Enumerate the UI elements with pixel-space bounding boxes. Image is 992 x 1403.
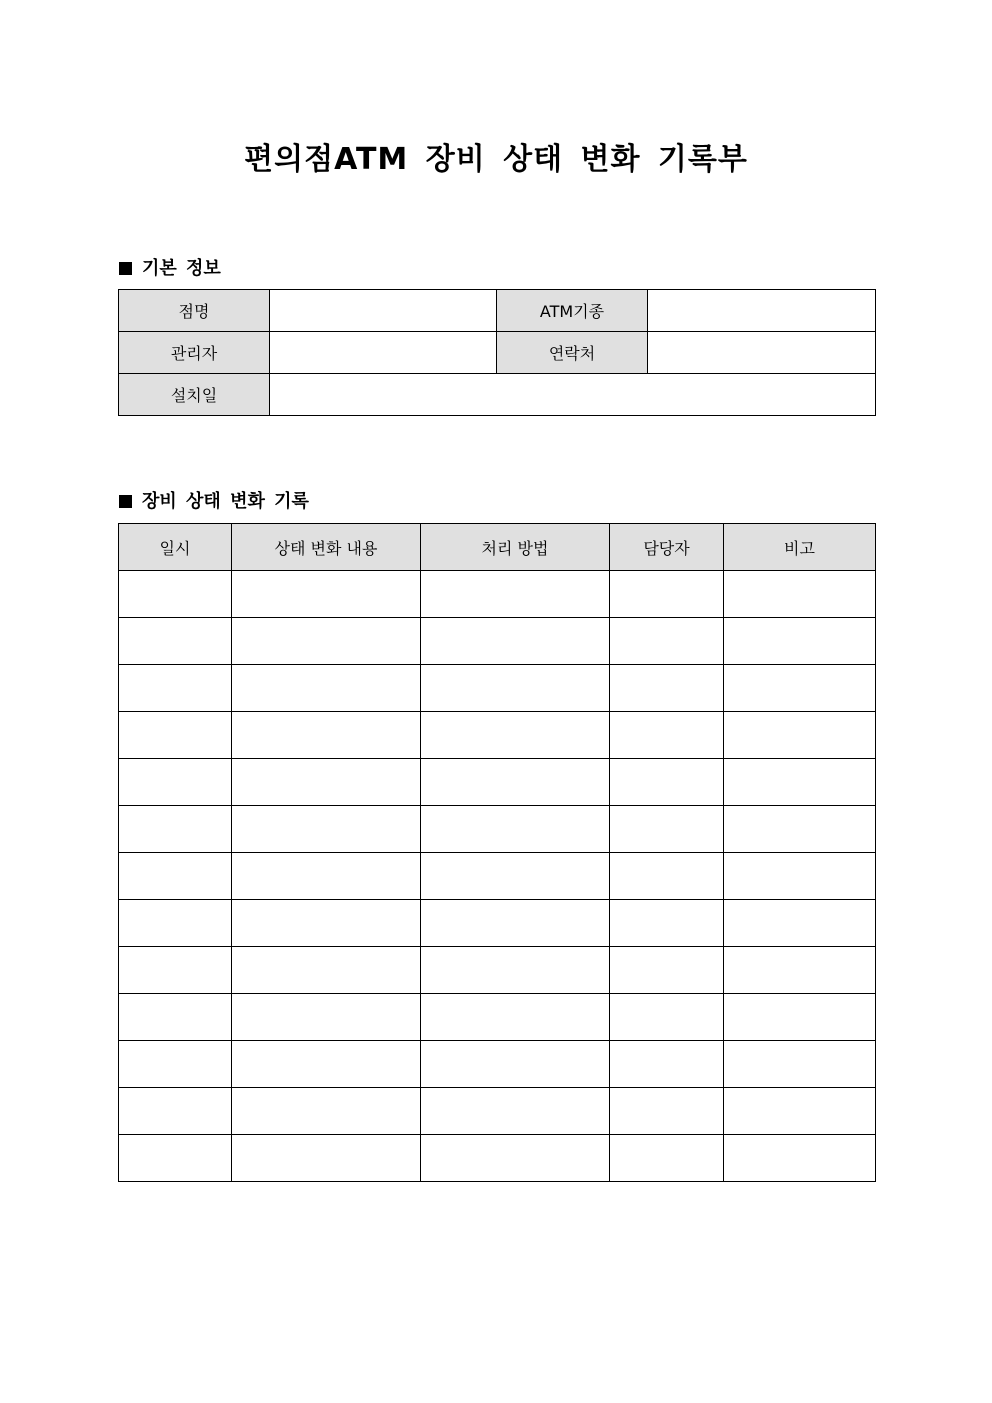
table-row: [119, 947, 876, 994]
datetime-cell[interactable]: [119, 1041, 232, 1088]
contact-field[interactable]: [648, 332, 876, 374]
table-row: [119, 665, 876, 712]
remarks-cell[interactable]: [724, 618, 876, 665]
table-row: [119, 571, 876, 618]
remarks-cell[interactable]: [724, 1041, 876, 1088]
status-change-cell[interactable]: [232, 1088, 421, 1135]
table-row: [119, 994, 876, 1041]
person-cell[interactable]: [610, 1135, 724, 1182]
records-body: [119, 571, 876, 1182]
table-row: [119, 853, 876, 900]
action-cell[interactable]: [421, 853, 610, 900]
remarks-cell[interactable]: [724, 665, 876, 712]
status-change-cell[interactable]: [232, 1135, 421, 1182]
person-cell[interactable]: [610, 900, 724, 947]
table-row: [119, 618, 876, 665]
info-row-install: [119, 374, 876, 416]
action-cell[interactable]: [421, 1088, 610, 1135]
remarks-cell[interactable]: [724, 712, 876, 759]
action-cell[interactable]: [421, 994, 610, 1041]
table-row: [119, 1088, 876, 1135]
person-cell[interactable]: [610, 712, 724, 759]
remarks-cell[interactable]: [724, 571, 876, 618]
person-cell[interactable]: [610, 806, 724, 853]
datetime-cell[interactable]: [119, 618, 232, 665]
records-heading-text: 장비 상태 변화 기록: [142, 491, 309, 512]
status-change-cell[interactable]: [232, 665, 421, 712]
info-row-store: [119, 290, 876, 332]
datetime-cell[interactable]: [119, 759, 232, 806]
person-cell[interactable]: [610, 947, 724, 994]
atm-model-field[interactable]: [648, 290, 876, 332]
table-row: [119, 759, 876, 806]
table-row: [119, 712, 876, 759]
person-cell[interactable]: [610, 665, 724, 712]
action-cell[interactable]: [421, 712, 610, 759]
datetime-cell[interactable]: [119, 853, 232, 900]
remarks-cell[interactable]: [724, 853, 876, 900]
datetime-cell[interactable]: [119, 1135, 232, 1182]
square-bullet-icon: [119, 495, 132, 508]
status-change-cell[interactable]: [232, 900, 421, 947]
action-cell[interactable]: [421, 806, 610, 853]
person-cell[interactable]: [610, 994, 724, 1041]
status-change-cell[interactable]: [232, 994, 421, 1041]
action-cell[interactable]: [421, 759, 610, 806]
status-change-cell[interactable]: [232, 806, 421, 853]
remarks-cell[interactable]: [724, 806, 876, 853]
action-cell[interactable]: [421, 665, 610, 712]
info-row-manager: [119, 332, 876, 374]
records-heading: [119, 487, 309, 513]
table-row: [119, 1041, 876, 1088]
action-cell[interactable]: [421, 618, 610, 665]
datetime-cell[interactable]: [119, 900, 232, 947]
column-header-action: 처리 방법: [421, 524, 610, 571]
remarks-cell[interactable]: [724, 900, 876, 947]
square-bullet-icon: [119, 262, 132, 275]
column-header-remarks: 비고: [724, 524, 876, 571]
install-date-label: 설치일: [119, 374, 270, 416]
table-row: [119, 806, 876, 853]
remarks-cell[interactable]: [724, 759, 876, 806]
status-change-cell[interactable]: [232, 712, 421, 759]
records-table: [118, 523, 876, 1182]
status-change-cell[interactable]: [232, 759, 421, 806]
contact-label: 연락처: [497, 332, 648, 374]
status-change-cell[interactable]: [232, 853, 421, 900]
action-cell[interactable]: [421, 1135, 610, 1182]
records-header-row: [119, 524, 876, 571]
person-cell[interactable]: [610, 759, 724, 806]
datetime-cell[interactable]: [119, 1088, 232, 1135]
atm-model-label: ATM기종: [497, 290, 648, 332]
datetime-cell[interactable]: [119, 571, 232, 618]
remarks-cell[interactable]: [724, 1135, 876, 1182]
basic-info-heading: [119, 254, 221, 280]
page-title: 편의점ATM 장비 상태 변화 기록부: [244, 142, 748, 177]
status-change-cell[interactable]: [232, 1041, 421, 1088]
install-date-field[interactable]: [270, 374, 876, 416]
remarks-cell[interactable]: [724, 994, 876, 1041]
person-cell[interactable]: [610, 618, 724, 665]
person-cell[interactable]: [610, 571, 724, 618]
datetime-cell[interactable]: [119, 712, 232, 759]
remarks-cell[interactable]: [724, 947, 876, 994]
remarks-cell[interactable]: [724, 1088, 876, 1135]
action-cell[interactable]: [421, 947, 610, 994]
person-cell[interactable]: [610, 1041, 724, 1088]
store-name-label: 점명: [119, 290, 270, 332]
datetime-cell[interactable]: [119, 947, 232, 994]
status-change-cell[interactable]: [232, 947, 421, 994]
basic-info-heading-text: 기본 정보: [142, 258, 221, 279]
datetime-cell[interactable]: [119, 806, 232, 853]
action-cell[interactable]: [421, 900, 610, 947]
manager-label: 관리자: [119, 332, 270, 374]
status-change-cell[interactable]: [232, 618, 421, 665]
table-row: [119, 1135, 876, 1182]
datetime-cell[interactable]: [119, 665, 232, 712]
column-header-person: 담당자: [610, 524, 724, 571]
column-header-status-change: 상태 변화 내용: [232, 524, 421, 571]
basic-info-table: [118, 289, 876, 416]
person-cell[interactable]: [610, 853, 724, 900]
column-header-datetime: 일시: [119, 524, 232, 571]
table-row: [119, 900, 876, 947]
manager-field[interactable]: [270, 332, 497, 374]
status-change-cell[interactable]: [232, 571, 421, 618]
person-cell[interactable]: [610, 1088, 724, 1135]
action-cell[interactable]: [421, 1041, 610, 1088]
store-name-field[interactable]: [270, 290, 497, 332]
action-cell[interactable]: [421, 571, 610, 618]
datetime-cell[interactable]: [119, 994, 232, 1041]
